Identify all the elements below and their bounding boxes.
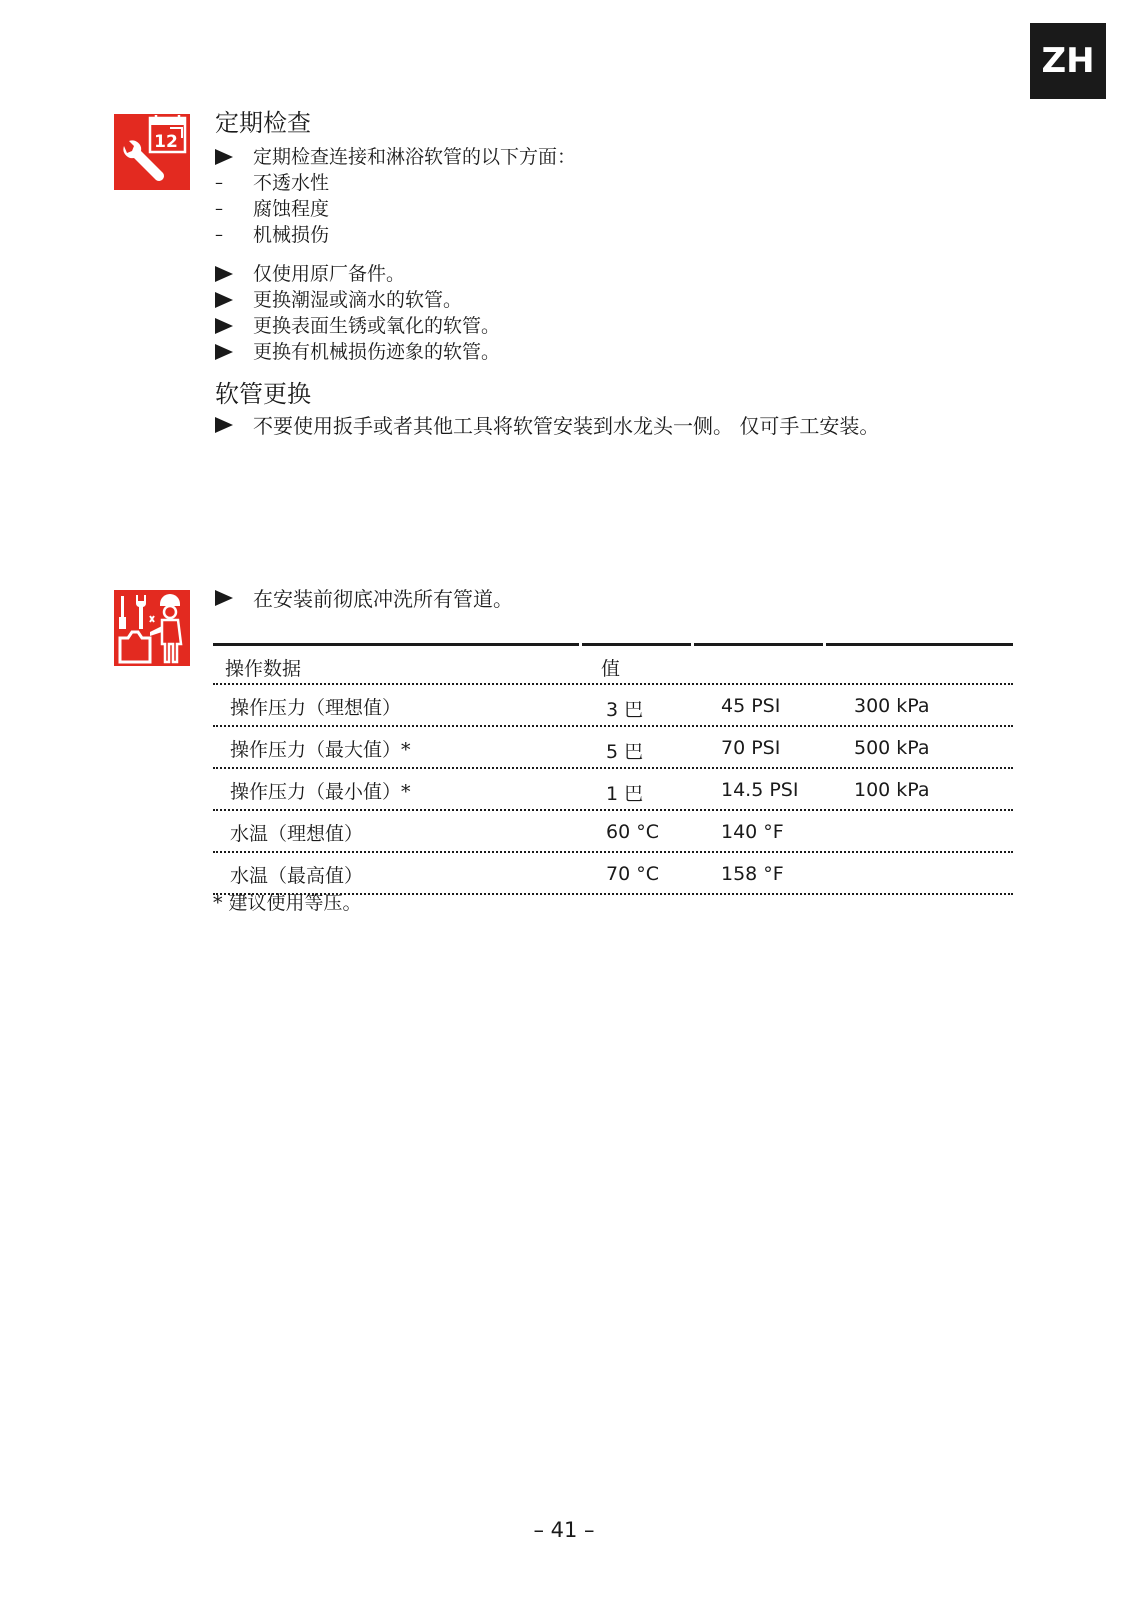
bullet-triangle-icon [215,149,233,165]
flush-pipes-note: 在安装前彻底冲洗所有管道。 [213,586,513,612]
row-value-bar: 1 巴 [606,783,644,805]
language-badge: ZH [1030,23,1106,99]
table-header-value: 值 [601,658,621,680]
row-value-bar: 5 巴 [606,741,644,763]
row-label: 水温（理想值） [230,823,364,845]
row-value-fahrenheit: 158 °F [721,863,784,885]
list-item: – 腐蚀程度 [215,198,330,220]
list-item: 仅使用原厂备件。 [213,261,500,287]
section-title-regular-inspection: 定期检查 [215,109,311,137]
list-item: 更换有机械损伤迹象的软管。 [213,339,500,365]
installer-tools-icon [114,590,190,666]
bullet-triangle-icon [215,344,233,360]
table-row [213,769,1013,811]
row-label: 水温（最高值） [230,865,364,887]
row-value-kpa: 300 kPa [854,695,930,717]
bullet-triangle-icon [215,318,233,334]
inspection-list [213,144,576,248]
row-label: 操作压力（理想值） [230,697,402,719]
hose-replacement-rules [213,261,500,365]
row-label: 操作压力（最大值）* [230,739,411,761]
list-item: – 机械损伤 [215,224,330,246]
bullet-triangle-icon [215,417,233,433]
row-value-psi: 45 PSI [721,695,781,717]
list-item: 更换表面生锈或氧化的软管。 [213,313,500,339]
bullet-triangle-icon [215,266,233,282]
row-label: 操作压力（最小值）* [230,781,411,803]
list-item: 定期检查连接和淋浴软管的以下方面： [213,144,576,170]
row-value-fahrenheit: 140 °F [721,821,784,843]
calendar-wrench-icon [114,114,190,190]
table-header-label: 操作数据 [225,658,302,680]
section-title-hose-replacement: 软管更换 [215,380,311,408]
table-footnote: * 建议使用等压。 [213,892,362,914]
operating-data-table [213,643,1013,895]
svg-text:12: 12 [154,132,178,152]
row-value-bar: 3 巴 [606,699,644,721]
bullet-triangle-icon [215,292,233,308]
list-item: 更换潮湿或滴水的软管。 [213,287,500,313]
row-value-celsius: 60 °C [606,821,659,843]
row-value-kpa: 500 kPa [854,737,930,759]
row-value-kpa: 100 kPa [854,779,930,801]
table-row [213,811,1013,853]
hose-install-note: 不要使用扳手或者其他工具将软管安装到水龙头一侧。 仅可手工安装。 [213,413,879,439]
page-number: – 41 – [533,1518,595,1542]
bullet-triangle-icon [215,590,233,606]
table-row [213,727,1013,769]
table-row [213,685,1013,727]
list-item: – 不透水性 [215,172,330,194]
row-value-psi: 70 PSI [721,737,781,759]
row-value-psi: 14.5 PSI [721,779,799,801]
row-value-celsius: 70 °C [606,863,659,885]
table-header-row [213,646,1013,685]
